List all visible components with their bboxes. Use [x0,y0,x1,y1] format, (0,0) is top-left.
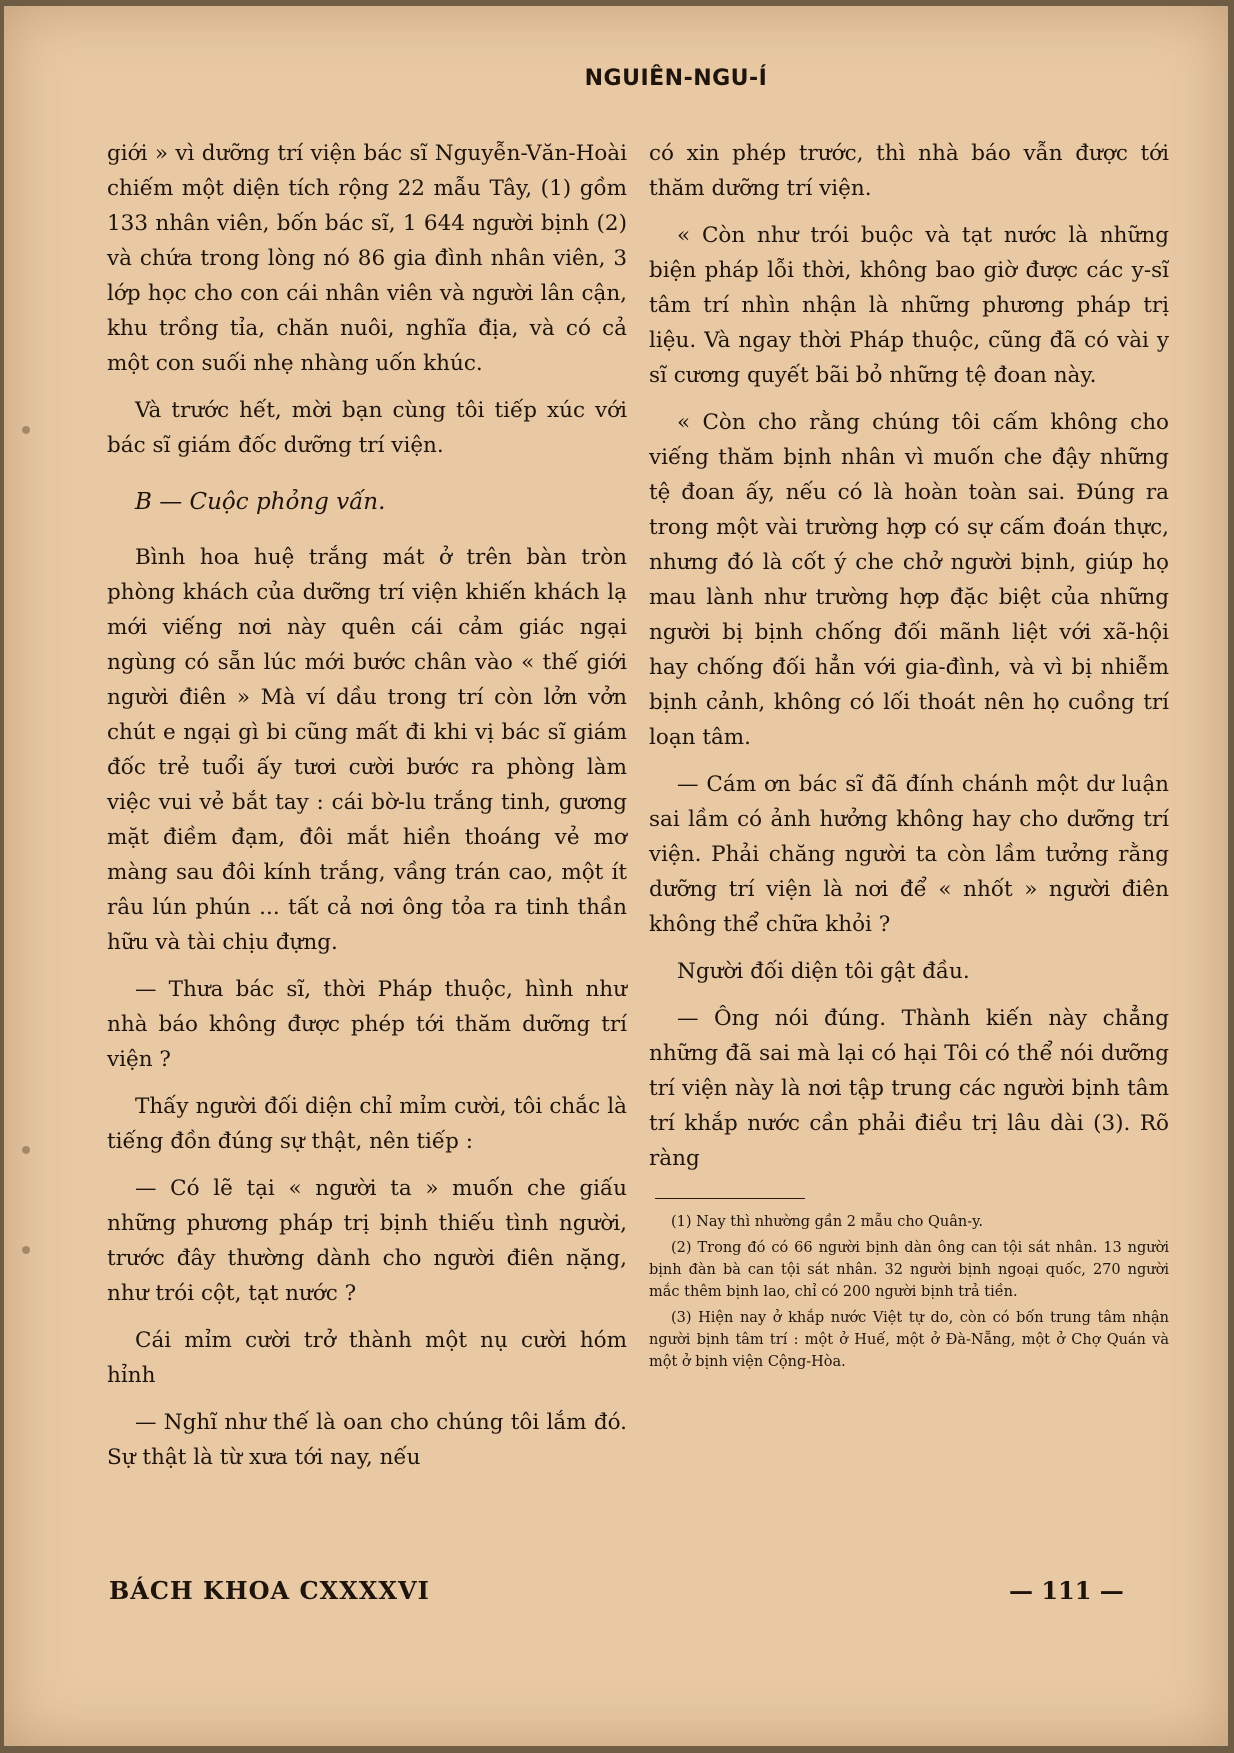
paragraph: Và trước hết, mời bạn cùng tôi tiếp xúc với bác sĩ giám đốc dưỡng trí viện. [107,398,627,458]
paragraph: « Còn cho rằng chúng tôi cấm không cho viếng thăm bịnh nhân vì muốn che đậy những tệ đoan ấy, nếu có là hoàn toàn sai. Đúng ra trong một vài trường hợp có sự cấm đoán thực, nhưng đó là cốt ý che chở người bịnh, giúp họ mau lành như trường hợp đặc biệt của những người bị bịnh chống đối mãnh liệt với xã-hội hay chống đối hẳn với gia-đình, và vì bị nhiễm bịnh cảnh, không có lối thoát nên họ cuồng trí loạn tâm. [649,410,1169,750]
left-column [107,136,627,1487]
paragraph: Người đối diện tôi gật đầu. [677,959,970,984]
section-heading: B — Cuộc phỏng vấn. [135,489,386,515]
right-column [649,136,1169,1377]
paragraph: có xin phép trước, thì nhà báo vẫn được tới thăm dưỡng trí viện. [649,141,1169,201]
footnote: (2) Trong đó có 66 người bịnh dàn ông can tội sát nhân. 13 người bịnh đàn bà can tội sát nhân. 32 người bịnh ngoại quốc, 270 người mắc thêm bịnh lao, chỉ có 200 người bịnh trả tiền. [649,1240,1169,1300]
footnotes [649,1211,1169,1373]
paragraph: — Thưa bác sĩ, thời Pháp thuộc, hình như nhà báo không được phép tới thăm dưỡng trí viện ? [107,977,627,1072]
paragraph: — Ông nói đúng. Thành kiến này chẳng những đã sai mà lại có hại Tôi có thể nói dưỡng trí viện này là nơi tập trung các người bịnh tâm trí khắp nước cần phải điều trị lâu dài (3). Rõ ràng [649,1006,1169,1171]
paragraph: giới » vì dưỡng trí viện bác sĩ Nguyễn-Văn-Hoài chiếm một diện tích rộng 22 mẫu Tây, (1) gồm 133 nhân viên, bốn bác sĩ, 1 644 người bịnh (2) và chứa trong lòng nó 86 gia đình nhân viên, 3 lớp học cho con cái nhân viên và người lân cận, khu trồng tỉa, chăn nuôi, nghĩa địa, và có cả một con suối nhẹ nhàng uốn khúc. [107,141,627,376]
footnote: (1) Nay thì nhường gần 2 mẫu cho Quân-y. [671,1214,983,1230]
page-number: — 111 — [1009,1576,1124,1605]
paragraph: — Cám ơn bác sĩ đã đính chánh một dư luận sai lầm có ảnh hưởng không hay cho dưỡng trí viện. Phải chăng người ta còn lầm tưởng rằng dưỡng trí viện là nơi để « nhốt » người điên không thể chữa khỏi ? [649,772,1169,937]
paragraph: Thấy người đối diện chỉ mỉm cười, tôi chắc là tiếng đồn đúng sự thật, nên tiếp : [107,1094,627,1154]
paragraph: — Có lẽ tại « người ta » muốn che giấu những phương pháp trị bịnh thiếu tình người, trước đây thường dành cho người điên nặng, như trói cột, tạt nước ? [107,1176,627,1306]
binding-hole [22,1246,30,1254]
paragraph: — Nghĩ như thế là oan cho chúng tôi lắm đó. Sự thật là từ xưa tới nay, nếu [107,1410,627,1470]
footnote: (3) Hiện nay ở khắp nước Việt tự do, còn có bốn trung tâm nhận người bịnh tâm trí : một ở Huế, một ở Đà-Nẵng, một ở Chợ Quán và một ở bịnh viện Cộng-Hòa. [649,1310,1169,1370]
paragraph: Cái mỉm cười trở thành một nụ cười hóm hỉnh [107,1328,627,1388]
magazine-page [4,6,1228,1746]
paragraph: Bình hoa huệ trắng mát ở trên bàn tròn phòng khách của dưỡng trí viện khiến khách lạ mới viếng nơi này quên cái cảm giác ngại ngùng có sẵn lúc mới bước chân vào « thế giới người điên » Mà ví dầu trong trí còn lởn vởn chút e ngại gì bi cũng mất đi khi vị bác sĩ giám đốc trẻ tuổi ấy tươi cười bước ra phòng làm việc vui vẻ bắt tay : cái bờ-lu trắng tinh, gương mặt điềm đạm, đôi mắt hiền thoáng vẻ mơ màng sau đôi kính trắng, vầng trán cao, một ít râu lún phún ... tất cả nơi ông tỏa ra tinh thần hữu và tài chịu đựng. [107,545,627,955]
journal-footer: BÁCH KHOA CXXXXVI [109,1576,430,1605]
running-head: NGUIÊN-NGU-Í [584,66,768,91]
binding-hole [22,1146,30,1154]
paragraph: « Còn như trói buộc và tạt nước là những biện pháp lỗi thời, không bao giờ được các y-sĩ tâm trí nhìn nhận là những phương pháp trị liệu. Và ngay thời Pháp thuộc, cũng đã có vài y sĩ cương quyết bãi bỏ những tệ đoan này. [649,223,1169,388]
binding-hole [22,426,30,434]
footnote-divider [655,1198,805,1199]
